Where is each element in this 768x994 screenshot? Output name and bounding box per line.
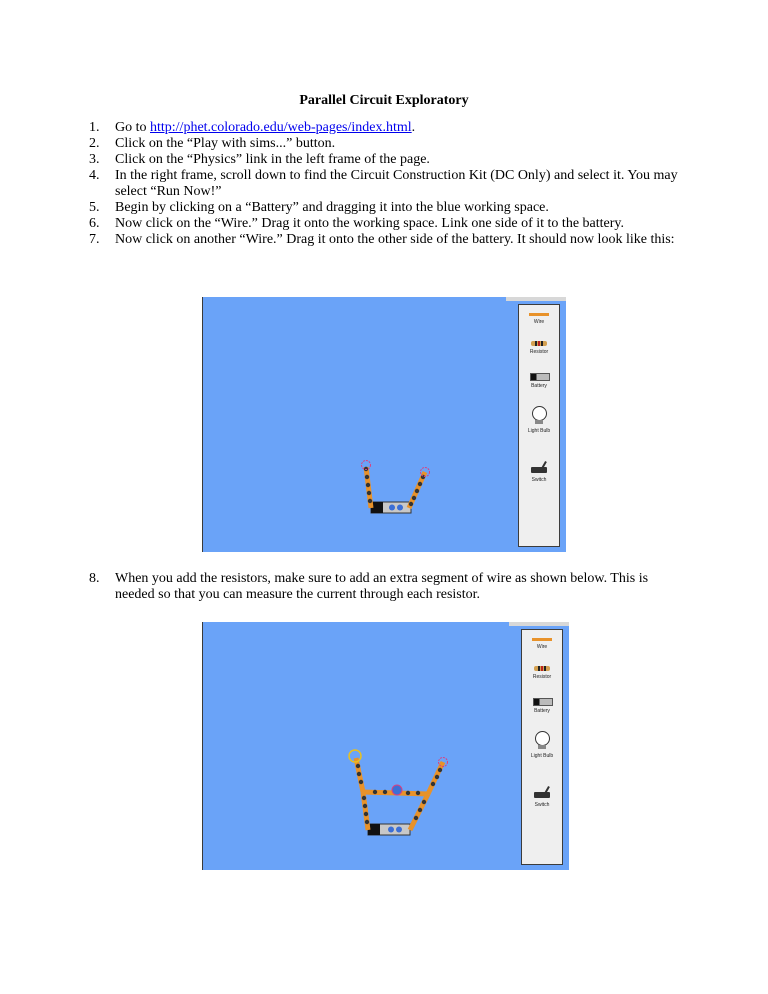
circuit-sim-screenshot-2	[202, 622, 569, 870]
step-8	[89, 571, 689, 603]
wire-left-upper	[349, 750, 363, 792]
wire-icon	[532, 638, 552, 641]
switch-label: Switch	[531, 477, 547, 483]
step-2	[89, 136, 689, 152]
page-title: Parallel Circuit Exploratory	[299, 93, 469, 108]
resistor-icon	[534, 666, 550, 671]
resistor-label: Resistor	[529, 349, 549, 355]
battery-icon	[533, 698, 553, 706]
step-5	[89, 200, 689, 216]
wire-right-upper	[428, 758, 448, 795]
wire-right-lower	[410, 794, 428, 830]
step-6	[89, 216, 689, 232]
light-bulb-icon	[532, 406, 547, 421]
bulb-base	[538, 745, 546, 749]
step-7	[89, 232, 689, 248]
battery-icon	[530, 373, 550, 381]
light-bulb-icon	[535, 731, 550, 746]
wire-right	[409, 468, 430, 509]
resistor-label: Resistor	[532, 674, 552, 680]
wire-left-lower	[362, 792, 369, 830]
step-number: 6.	[89, 216, 100, 231]
light-bulb-label: Light Bulb	[527, 428, 551, 434]
wire-left	[362, 461, 373, 509]
toolbox-panel	[521, 629, 563, 865]
switch-icon	[531, 467, 547, 473]
step-number: 2.	[89, 136, 100, 151]
step-number: 5.	[89, 200, 100, 215]
instruction-list-continued	[89, 571, 689, 603]
instruction-list	[89, 120, 689, 248]
circuit-drawing-2	[203, 622, 569, 870]
phet-link[interactable]: http://phet.colorado.edu/web-pages/index.html	[150, 120, 412, 135]
step-number: 8.	[89, 571, 100, 586]
bulb-base	[535, 420, 543, 424]
switch-label: Switch	[534, 802, 550, 808]
step-text: Go to	[115, 120, 150, 135]
circuit-sim-screenshot-1	[202, 297, 566, 552]
step-number: 4.	[89, 168, 100, 183]
step-text: Now click on the “Wire.” Drag it onto the working space. Link one side of it to the battery.	[115, 216, 624, 231]
step-number: 1.	[89, 120, 100, 135]
step-text: Begin by clicking on a “Battery” and dragging it into the blue working space.	[115, 200, 549, 215]
battery-icon	[371, 502, 411, 513]
toolbox-panel	[518, 304, 560, 547]
wire-label: Wire	[536, 644, 548, 650]
light-bulb-label: Light Bulb	[530, 753, 554, 759]
step-1	[89, 120, 689, 136]
step-text: Now click on another “Wire.” Drag it onto the other side of the battery. It should now look like this:	[115, 232, 675, 247]
resistor-icon	[531, 341, 547, 346]
step-text-end: .	[411, 120, 416, 135]
battery-label: Battery	[531, 383, 547, 389]
wire-cross	[363, 785, 428, 795]
battery-icon	[368, 824, 410, 835]
wire-icon	[529, 313, 549, 316]
step-3	[89, 152, 689, 168]
wire-label: Wire	[533, 319, 545, 325]
step-text: Click on the “Play with sims...” button.	[115, 136, 336, 151]
step-4	[89, 168, 689, 200]
step-text: In the right frame, scroll down to find the Circuit Construction Kit (DC Only) and select it. You may select “Run Now!”	[115, 168, 678, 199]
step-text: Click on the “Physics” link in the left frame of the page.	[115, 152, 430, 167]
battery-label: Battery	[534, 708, 550, 714]
step-text: When you add the resistors, make sure to add an extra segment of wire as shown below. This is needed so that you can measure the current through each resistor.	[115, 571, 649, 602]
step-number: 7.	[89, 232, 100, 247]
step-number: 3.	[89, 152, 100, 167]
switch-icon	[534, 792, 550, 798]
circuit-drawing-1	[203, 297, 566, 552]
